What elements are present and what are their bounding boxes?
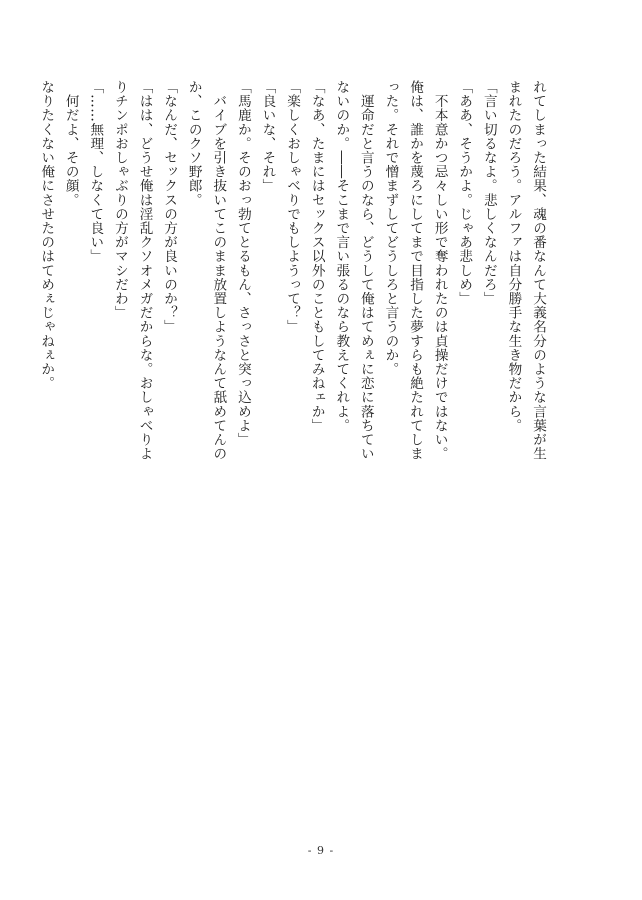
text-line: 「はは、どうせ俺は淫乱クソオメガだからな。おしゃべりよ (136, 80, 153, 461)
text-line: 運命だと言うのなら、どうして俺はてめぇに恋に落ちてい (357, 80, 374, 461)
text-line: ないのか。――そこまで言い張るのなら教えてくれよ。 (333, 80, 350, 433)
vertical-text-block (38, 80, 550, 700)
text-line: か、このクソ野郎。 (185, 80, 202, 207)
text-line: まれたのだろう。アルファは自分勝手な生き物だから。 (505, 80, 522, 433)
text-line: なりたくない俺にさせたのはてめぇじゃねぇか。 (38, 80, 55, 391)
text-line: りチンポおしゃぶりの方がマシだわ」 (111, 80, 128, 320)
text-line: れてしまった結果、魂の番なんて大義名分のような言葉が生 (530, 80, 546, 461)
text-line: バイブを引き抜いてこのまま放置しようなんて舐めてんの (210, 80, 227, 461)
text-line: 何だよ、その顔。 (62, 80, 79, 207)
text-line: 俺は、誰かを蔑ろにしてまで目指した夢すらも絶たれてしま (407, 80, 424, 461)
page-number: - 9 - (307, 844, 335, 857)
text-line: 「楽しくおしゃべりでもしようって？」 (284, 80, 301, 334)
text-line: 「なんだ、セックスの方が良いのか？」 (161, 80, 178, 334)
text-line: 「なあ、たまにはセックス以外のこともしてみねェか」 (308, 80, 325, 433)
text-line: った。それで憎まずしてどうしろと言うのか。 (382, 80, 399, 377)
closing-line (0, 80, 34, 700)
text-line: 「……無理、しなくて良い」 (87, 80, 104, 264)
text-line: 「馬鹿か。そのおっ勃てとるもん、さっさと突っ込めよ」 (234, 80, 251, 447)
text-line: 「言い切るなよ。悲しくなんだろ」 (480, 80, 497, 306)
text-line: 「良いな、それ」 (259, 80, 276, 193)
text-line: 「ああ、そうかよ。じゃあ悲しめ」 (456, 80, 473, 306)
text-line: 不本意かつ忌々しい形で奪われたのは貞操だけではない。 (431, 80, 448, 461)
